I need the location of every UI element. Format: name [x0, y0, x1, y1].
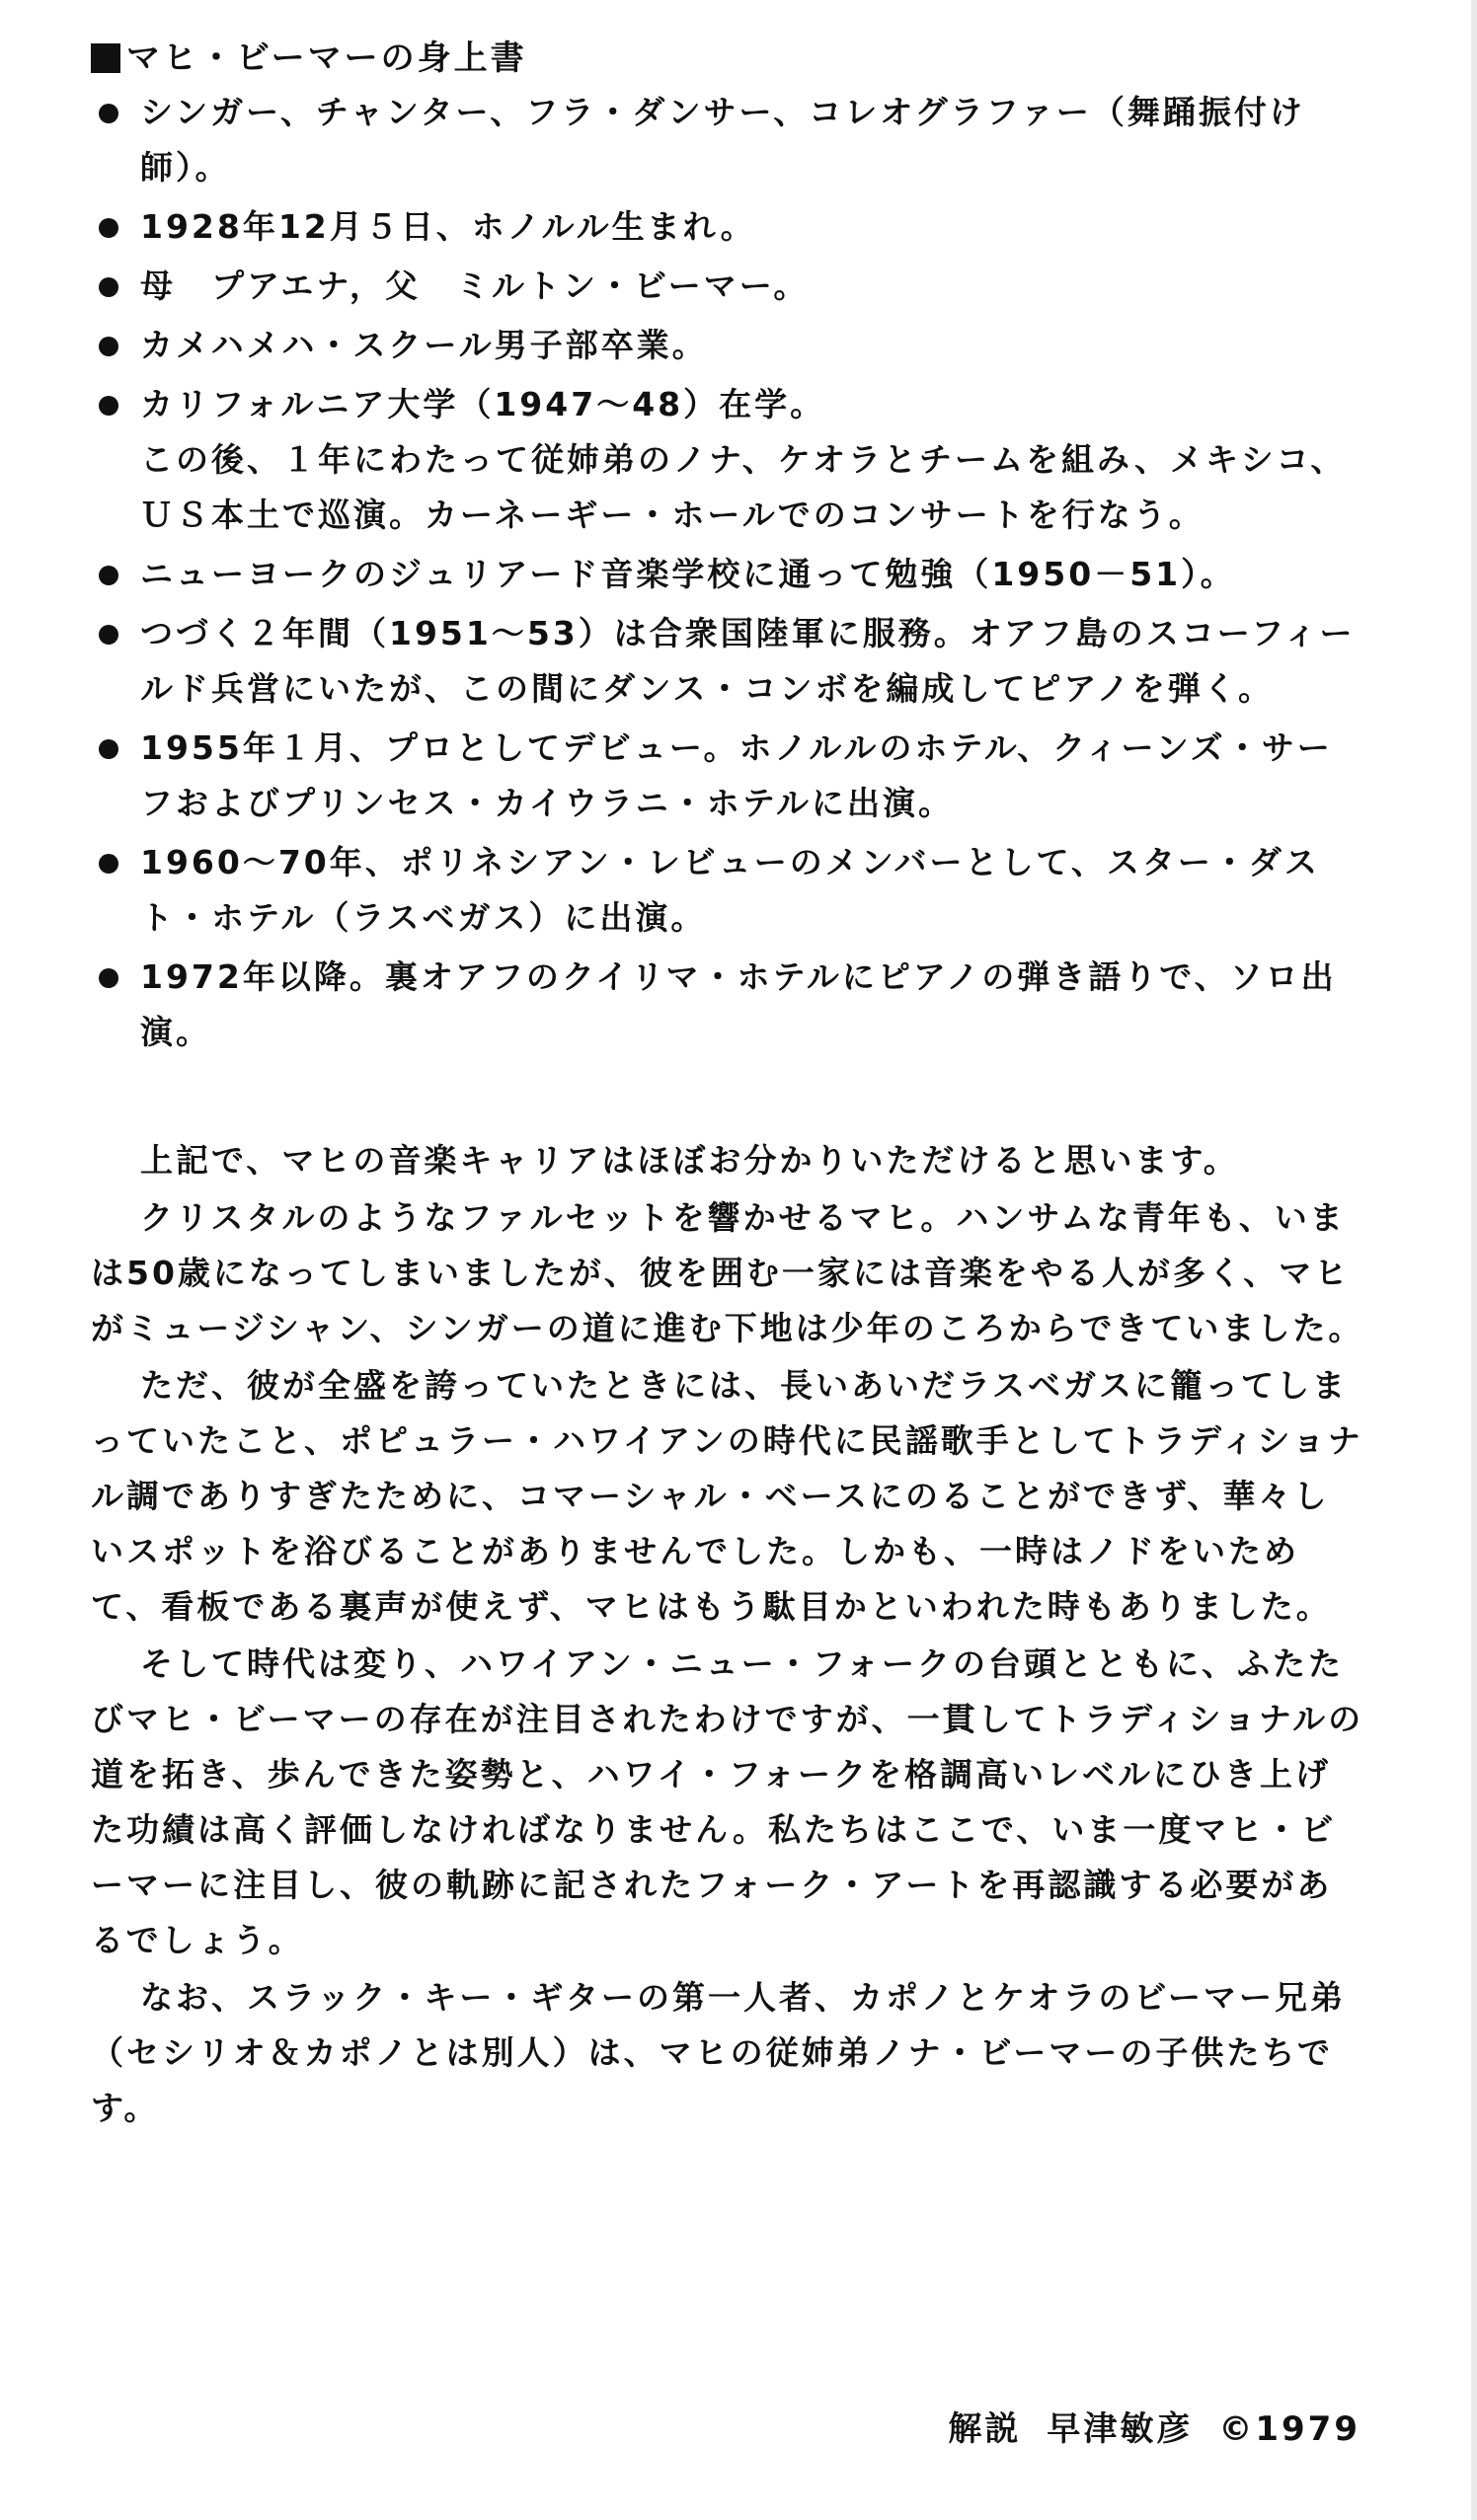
paragraph: ただ、彼が全盛を誇っていたときには、長いあいだラスベガスに籠ってしまっていたこと、ポピュラー・ハワイアンの時代に民謡歌手としてトラディショナル調でありすぎたために、コマーシャル・ベースにのることができず、華々しいスポットを浴びることがありませんでした。しかも、一時はノドをいためて、看板である裏声が使えず、マヒはもう駄目かといわれた時もありました。 — [91, 1366, 1363, 1626]
list-item — [91, 318, 1364, 373]
bullet-icon — [99, 337, 118, 356]
biography-list — [91, 85, 1364, 1064]
commentary-body — [91, 1133, 1364, 2138]
credit-line — [922, 2402, 1360, 2450]
list-item — [91, 950, 1364, 1060]
list-item — [91, 835, 1364, 946]
list-item-text: 母 プアエナ，父 ミルトン・ビーマー。 — [140, 267, 810, 305]
bullet-icon — [99, 968, 118, 988]
list-item-text: 1928年12月５日、ホノルル生まれ。 — [140, 207, 756, 246]
paragraph: クリスタルのようなファルセットを響かせるマヒ。ハンサムな青年も、いまは50歳になってしまいましたが、彼を囲む一家には音楽をやる人が多く、マヒがミュージシャン、シンガーの道に進む下地は少年のころからできていました。 — [91, 1198, 1364, 1347]
list-item-text: カリフォルニア大学（1947～48）在学。 — [140, 385, 826, 423]
bullet-icon — [99, 277, 118, 297]
list-item-text: ニューヨークのジュリアード音楽学校に通って勉強（1950－51）。 — [140, 555, 1236, 593]
list-item — [91, 547, 1364, 602]
bullet-icon — [99, 739, 118, 759]
list-item-text: 1955年１月、プロとしてデビュー。ホノルルのホテル、クィーンズ・サーフおよびプリンセス・カイウラニ・ホテルに出演。 — [140, 728, 1333, 822]
list-item — [91, 721, 1364, 831]
bullet-icon — [99, 854, 118, 874]
paragraph: そして時代は変り、ハワイアン・ニュー・フォークの台頭とともに、ふたたびマヒ・ビーマーの存在が注目されたわけですが、一貫してトラディショナルの道を拓き、歩んできた姿勢と、ハワイ・フォークを格調高いレベルにひき上げた功績は高く評価しなければなりません。私たちはここで、いま一度マヒ・ビーマーに注目し、彼の軌跡に記されたフォーク・アートを再認識する必要があるでしょう。 — [91, 1644, 1364, 1959]
bullet-icon — [99, 396, 118, 416]
paragraph: 上記で、マヒの音楽キャリアはほぼお分かりいただけると思います。 — [140, 1141, 1239, 1180]
list-item — [91, 377, 1364, 543]
list-item-text: シンガー、チャンター、フラ・ダンサー、コレオグラファー（舞踊振付け師）。 — [140, 93, 1305, 187]
list-item — [91, 85, 1364, 195]
copyright-notice: ©1979 — [1218, 2409, 1360, 2449]
list-item-continuation: この後、１年にわたって従姉弟のノナ、ケオラとチームを組み、メキシコ、ＵＳ本土で巡演。カーネーギー・ホールでのコンサートを行なう。 — [140, 440, 1347, 534]
list-item-text: つづく２年間（1951～53）は合衆国陸軍に服務。オアフ島のスコーフィールド兵営にいたが、この間にダンス・コンボを編成してピアノを弾く。 — [140, 614, 1356, 708]
square-bullet-icon — [91, 43, 120, 73]
page-edge-shadow — [1471, 0, 1477, 2520]
list-item — [91, 199, 1364, 255]
list-item-text: カメハメハ・スクール男子部卒業。 — [140, 326, 708, 364]
bullet-icon — [99, 625, 118, 645]
credit-label: 解説 — [948, 2409, 1022, 2449]
bullet-icon — [99, 218, 118, 238]
paragraph: なお、スラック・キー・ギターの第一人者、カポノとケオラのビーマー兄弟（セシリオ＆カポノとは別人）は、マヒの従姉弟ノナ・ビーマーの子供たちです。 — [91, 1978, 1347, 2127]
list-item-text: 1960～70年、ポリネシアン・レビューのメンバーとして、スター・ダスト・ホテル（ラスベガス）に出演。 — [140, 843, 1320, 937]
author-name: 早津敏彦 — [1047, 2409, 1194, 2449]
list-item — [91, 259, 1364, 314]
bullet-icon — [99, 566, 118, 585]
list-item — [91, 606, 1364, 717]
section-heading — [91, 36, 527, 81]
bullet-icon — [99, 104, 118, 123]
list-item-text: 1972年以降。裏オアフのクイリマ・ホテルにピアノの弾き語りで、ソロ出演。 — [140, 957, 1337, 1051]
heading-text: マヒ・ビーマーの身上書 — [126, 38, 527, 78]
